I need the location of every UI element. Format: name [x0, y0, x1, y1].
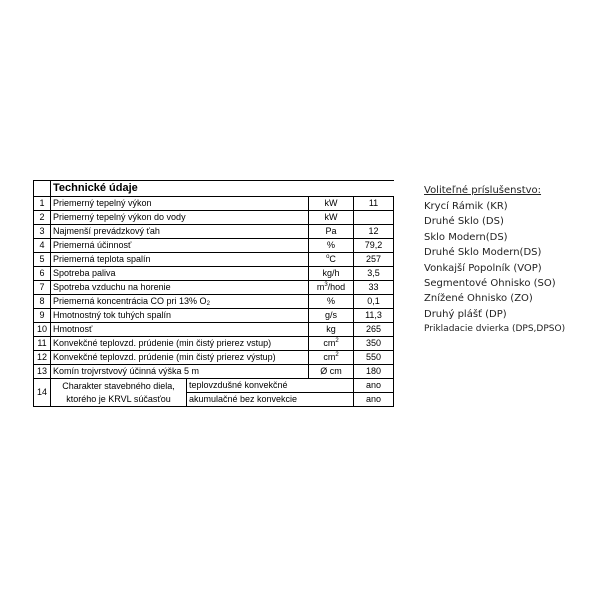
row-label: Hmotnostný tok tuhých spalín — [51, 309, 309, 323]
row-label: Konvekčné teplovzd. prúdenie (min čistý prierez vstup) — [51, 337, 309, 351]
row-unit: kg/h — [309, 267, 354, 281]
row-label: Spotreba vzduchu na horenie — [51, 281, 309, 295]
row-number: 6 — [34, 267, 51, 281]
row-label — [51, 295, 309, 309]
table-row — [34, 351, 394, 365]
row-unit — [309, 351, 354, 365]
unit-superscript: o — [326, 254, 330, 260]
row-label — [51, 379, 187, 407]
row-unit: kW — [309, 211, 354, 225]
table-row — [34, 211, 394, 225]
accessory-item: Prikladacie dvierka (DPS,DPSO) — [424, 324, 566, 335]
row-value: 3,5 — [354, 267, 394, 281]
row-number: 11 — [34, 337, 51, 351]
table-row — [34, 337, 394, 351]
accessory-item: Segmentové Ohnisko (SO) — [424, 277, 556, 289]
table-row — [34, 239, 394, 253]
row-unit: Ø cm — [309, 365, 354, 379]
label-line: ktorého je KRVL súčasťou — [66, 393, 171, 404]
table-row — [34, 253, 394, 267]
sub-label — [187, 379, 354, 393]
row-number: 2 — [34, 211, 51, 225]
accessory-item: Vonkajší Popolník (VOP) — [424, 262, 542, 274]
table-row — [34, 323, 394, 337]
unit-text: cm — [323, 352, 336, 362]
row-number: 12 — [34, 351, 51, 365]
row-unit: g/s — [309, 309, 354, 323]
row-value — [354, 211, 394, 225]
row-unit: kW — [309, 197, 354, 211]
table-title: Technické údaje — [51, 181, 394, 197]
row-value: 79,2 — [354, 239, 394, 253]
table-row — [34, 309, 394, 323]
technical-data-table — [33, 180, 394, 407]
table-row — [34, 281, 394, 295]
row-number: 9 — [34, 309, 51, 323]
table-title-row — [34, 181, 394, 197]
row-value: 265 — [354, 323, 394, 337]
row-label: Priemerný tepelný výkon — [51, 197, 309, 211]
sub-label: akumulačné bez konvekcie — [187, 393, 354, 407]
row-number: 3 — [34, 225, 51, 239]
row-number: 8 — [34, 295, 51, 309]
row-value: 33 — [354, 281, 394, 295]
row-number: 4 — [34, 239, 51, 253]
unit-superscript: 2 — [335, 338, 339, 344]
row-unit: % — [309, 295, 354, 309]
label-text: Priemerná koncentrácia CO pri 13% O — [53, 296, 207, 306]
unit-superscript: 3 — [324, 282, 328, 288]
table-row — [34, 365, 394, 379]
unit-superscript: 2 — [335, 352, 339, 358]
row-value: 11 — [354, 197, 394, 211]
row-number: 1 — [34, 197, 51, 211]
unit-text: /hod — [327, 282, 346, 292]
row-value: ano — [354, 379, 394, 393]
table-row-14a — [34, 379, 394, 393]
row-number: 14 — [34, 379, 51, 407]
label-subscript: 2 — [206, 301, 210, 307]
row-value: 550 — [354, 351, 394, 365]
unit-text: cm — [323, 338, 336, 348]
row-unit: % — [309, 239, 354, 253]
row-label: Konvekčné teplovzd. prúdenie (min čistý prierez výstup) — [51, 351, 309, 365]
row-value: 350 — [354, 337, 394, 351]
accessory-item: Druhý plášť (DP) — [424, 308, 507, 320]
row-label: Hmotnosť — [51, 323, 309, 337]
row-value: 12 — [354, 225, 394, 239]
label-line: Charakter stavebného diela, — [62, 380, 175, 391]
row-number: 13 — [34, 365, 51, 379]
row-value: 11,3 — [354, 309, 394, 323]
row-unit — [309, 253, 354, 267]
table-row — [34, 197, 394, 211]
accessories-title: Voliteľné príslušenstvo: — [424, 185, 542, 196]
row-unit — [309, 281, 354, 295]
row-number: 5 — [34, 253, 51, 267]
row-value: 180 — [354, 365, 394, 379]
accessories-list — [424, 183, 565, 338]
row-label: Najmenší prevádzkový ťah — [51, 225, 309, 239]
row-label: Priemerný tepelný výkon do vody — [51, 211, 309, 225]
row-label: Komín trojvrstvový účinná výška 5 m — [51, 365, 309, 379]
row-unit — [309, 337, 354, 351]
title-num-cell — [34, 181, 51, 197]
row-value: 257 — [354, 253, 394, 267]
row-label: Priemerná teplota spalín — [51, 253, 309, 267]
row-unit: Pa — [309, 225, 354, 239]
accessory-item: Znížené Ohnisko (ZO) — [424, 293, 533, 305]
row-number: 10 — [34, 323, 51, 337]
accessory-item: Krycí Rámik (KR) — [424, 201, 508, 212]
unit-text: m — [316, 282, 325, 292]
accessory-item: Druhé Sklo (DS) — [424, 216, 504, 228]
accessory-item: Druhé Sklo Modern(DS) — [424, 247, 542, 259]
accessory-item: Sklo Modern(DS) — [424, 231, 508, 243]
unit-text: C — [329, 254, 336, 264]
table-row — [34, 267, 394, 281]
row-unit: kg — [309, 323, 354, 337]
row-label: Priemerná účinnosť — [51, 239, 309, 253]
label-line: teplovzdušné konvekčné — [189, 380, 288, 390]
table-row — [34, 295, 394, 309]
table-row — [34, 225, 394, 239]
row-value: ano — [354, 393, 394, 407]
row-value: 0,1 — [354, 295, 394, 309]
row-number: 7 — [34, 281, 51, 295]
row-label: Spotreba paliva — [51, 267, 309, 281]
